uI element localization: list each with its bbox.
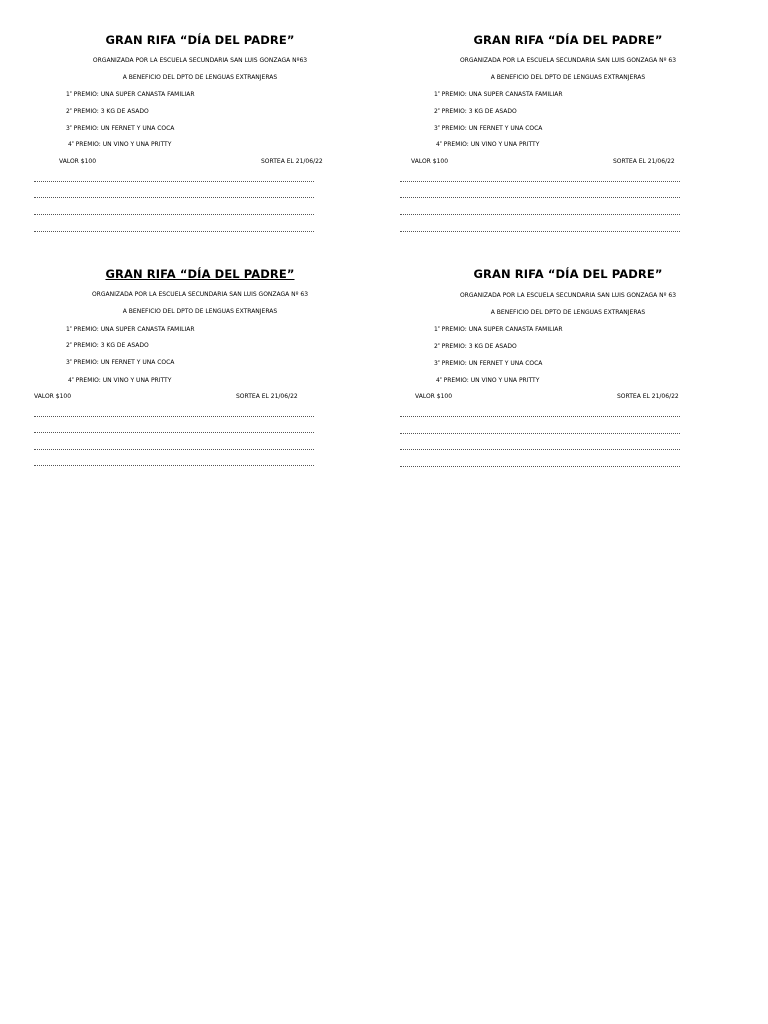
write-in-line (400, 433, 680, 434)
prize-1: $1^º$ PREMIO: UNA SUPER CANASTA FAMILIAR (434, 90, 563, 98)
ticket-title: GRAN RIFA “DÍA DEL PADRE” (473, 267, 663, 281)
write-in-line (400, 197, 680, 198)
ticket-price: VALOR $100 (411, 158, 449, 165)
prize-3: $3^º$ PREMIO: UN FERNET Y UNA COCA (434, 359, 543, 367)
prize-2: $2^º$ PREMIO: 3 KG DE ASADO (434, 342, 517, 350)
ticket-price: VALOR $100 (415, 393, 453, 400)
prize-4: $4^º$ PREMIO: UN VINO Y UNA PRITTY (68, 140, 172, 148)
ticket-beneficiary: A BENEFICIO DEL DPTO DE LENGUAS EXTRANJERAS (122, 74, 278, 81)
write-in-line (400, 416, 680, 417)
prize-2: $2^º$ PREMIO: 3 KG DE ASADO (434, 107, 517, 115)
ticket-draw-date: SORTEA EL 21/06/22 (613, 158, 675, 165)
prize-4: $4^º$ PREMIO: UN VINO Y UNA PRITTY (68, 376, 172, 384)
write-in-line (34, 197, 314, 198)
prize-1: $1^º$ PREMIO: UNA SUPER CANASTA FAMILIAR (66, 325, 195, 333)
write-in-line (34, 181, 314, 182)
write-in-line (400, 449, 680, 450)
prize-4: $4^º$ PREMIO: UN VINO Y UNA PRITTY (436, 140, 540, 148)
prize-3: $3^º$ PREMIO: UN FERNET Y UNA COCA (434, 124, 543, 132)
ticket-beneficiary: A BENEFICIO DEL DPTO DE LENGUAS EXTRANJERAS (490, 309, 646, 316)
ticket-title: GRAN RIFA “DÍA DEL PADRE” (105, 33, 295, 47)
write-in-line (400, 181, 680, 182)
write-in-line (34, 214, 314, 215)
ticket-title: GRAN RIFA “DÍA DEL PADRE” (105, 267, 295, 281)
prize-1: $1^º$ PREMIO: UNA SUPER CANASTA FAMILIAR (66, 90, 195, 98)
prize-3: $3^º$ PREMIO: UN FERNET Y UNA COCA (66, 358, 175, 366)
prize-4: $4^º$ PREMIO: UN VINO Y UNA PRITTY (436, 376, 540, 384)
prize-1: $1^º$ PREMIO: UNA SUPER CANASTA FAMILIAR (434, 325, 563, 333)
write-in-line (34, 231, 314, 232)
ticket-organizer: ORGANIZADA POR LA ESCUELA SECUNDARIA SAN LUIS GONZAGA Nº63 (92, 57, 308, 64)
ticket-title: GRAN RIFA “DÍA DEL PADRE” (473, 33, 663, 47)
ticket-draw-date: SORTEA EL 21/06/22 (261, 158, 323, 165)
prize-3: $3^º$ PREMIO: UN FERNET Y UNA COCA (66, 124, 175, 132)
ticket-organizer: ORGANIZADA POR LA ESCUELA SECUNDARIA SAN LUIS GONZAGA Nº 63 (459, 292, 677, 299)
prize-2: $2^º$ PREMIO: 3 KG DE ASADO (66, 341, 149, 349)
ticket-organizer: ORGANIZADA POR LA ESCUELA SECUNDARIA SAN LUIS GONZAGA Nº 63 (91, 291, 309, 298)
write-in-line (400, 214, 680, 215)
write-in-line (400, 466, 680, 467)
ticket-organizer: ORGANIZADA POR LA ESCUELA SECUNDARIA SAN LUIS GONZAGA Nº 63 (459, 57, 677, 64)
write-in-line (34, 465, 314, 466)
raffle-ticket (415, 265, 718, 485)
write-in-line (34, 416, 314, 417)
ticket-price: VALOR $100 (34, 393, 72, 400)
raffle-ticket (34, 265, 350, 485)
ticket-draw-date: SORTEA EL 21/06/22 (617, 393, 679, 400)
write-in-line (34, 449, 314, 450)
ticket-price: VALOR $100 (59, 158, 97, 165)
ticket-draw-date: SORTEA EL 21/06/22 (236, 393, 298, 400)
raffle-ticket (411, 30, 718, 250)
ticket-beneficiary: A BENEFICIO DEL DPTO DE LENGUAS EXTRANJERAS (490, 74, 646, 81)
raffle-ticket (50, 30, 350, 250)
prize-2: $2^º$ PREMIO: 3 KG DE ASADO (66, 107, 149, 115)
write-in-line (400, 231, 680, 232)
write-in-line (34, 432, 314, 433)
ticket-beneficiary: A BENEFICIO DEL DPTO DE LENGUAS EXTRANJERAS (122, 308, 278, 315)
